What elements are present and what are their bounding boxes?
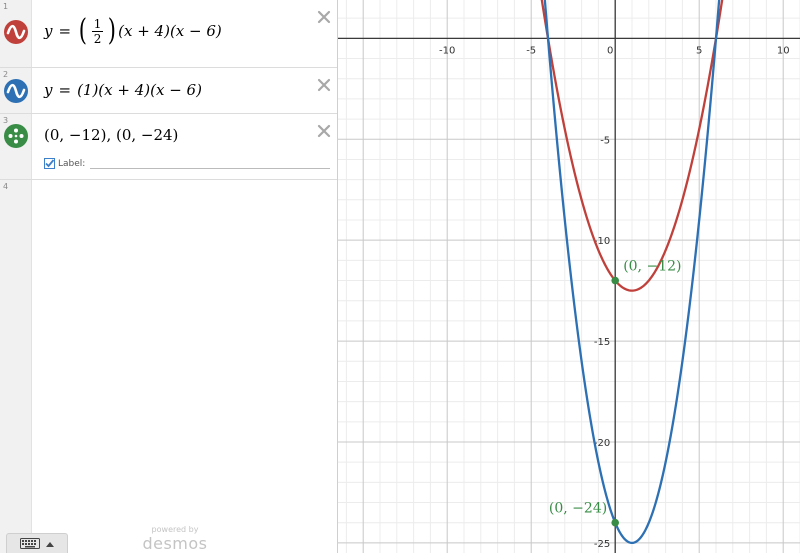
powered-by-text: powered by (151, 525, 199, 534)
right-paren: ) (108, 13, 117, 48)
x-tick-label: 5 (696, 45, 703, 57)
expression-row-4[interactable] (0, 180, 337, 553)
row-number: 2 (3, 70, 9, 79)
left-paren: ( (78, 13, 88, 48)
row-number: 4 (3, 182, 9, 191)
grid-minor (338, 0, 800, 553)
label-text: Label: (58, 158, 86, 169)
x-tick-label: 10 (776, 45, 790, 57)
expression-math[interactable] (44, 81, 202, 99)
expression-factors: (1)(x + 4)(x − 6) (77, 81, 202, 99)
expression-gutter (0, 0, 32, 67)
expression-factors: (x + 4)(x − 6) (118, 22, 222, 40)
x-tick-label: -5 (526, 45, 537, 57)
point-label-1: (0, −12) (623, 258, 682, 275)
wave-icon[interactable] (4, 20, 28, 44)
y-variable: y (44, 22, 53, 40)
x-tick-label: -10 (439, 45, 456, 57)
keyboard-toggle-button[interactable] (6, 533, 68, 553)
expression-math[interactable] (44, 13, 222, 48)
point-2 (611, 519, 619, 527)
caret-up-icon (46, 541, 54, 547)
close-icon[interactable] (317, 10, 331, 24)
checkmark-icon (44, 158, 55, 169)
y-tick-label: -5 (600, 135, 611, 147)
equals-sign: = (58, 22, 72, 40)
tick-labels (439, 45, 790, 550)
fraction (92, 18, 104, 45)
expression-gutter (0, 114, 32, 179)
label-checkbox[interactable] (44, 158, 55, 169)
expression-gutter (0, 68, 32, 113)
keyboard-icon (20, 538, 40, 549)
y-tick-label: -20 (593, 437, 611, 449)
desmos-brand-text: desmos (142, 534, 208, 553)
row-number: 3 (3, 116, 9, 125)
label-input[interactable] (90, 168, 330, 169)
graph-canvas[interactable] (338, 0, 800, 553)
row-number: 1 (3, 2, 9, 11)
wave-icon[interactable] (4, 79, 28, 103)
point-1 (611, 277, 619, 285)
expression-list (0, 0, 338, 553)
desmos-logo (140, 525, 210, 553)
grid-major (338, 0, 800, 553)
x-tick-label: 0 (607, 45, 614, 57)
expression-row-2[interactable] (0, 68, 337, 114)
expression-row-3[interactable] (0, 114, 337, 180)
expression-gutter (0, 180, 32, 553)
y-tick-label: -15 (593, 337, 611, 349)
label-toggle[interactable] (44, 158, 85, 169)
fraction-numerator: 1 (93, 16, 102, 31)
points-icon[interactable] (4, 124, 28, 148)
close-icon[interactable] (317, 78, 331, 92)
close-icon[interactable] (317, 124, 331, 138)
expression-row-1[interactable] (0, 0, 337, 68)
y-tick-label: -10 (593, 236, 611, 248)
y-variable: y (44, 81, 53, 99)
y-tick-label: -25 (593, 538, 611, 550)
axes (338, 0, 800, 553)
expression-math[interactable]: (0, −12), (0, −24) (44, 126, 179, 144)
fraction-denominator: 2 (93, 31, 102, 46)
equals-sign: = (58, 81, 72, 99)
point-label-2: (0, −24) (548, 500, 608, 517)
